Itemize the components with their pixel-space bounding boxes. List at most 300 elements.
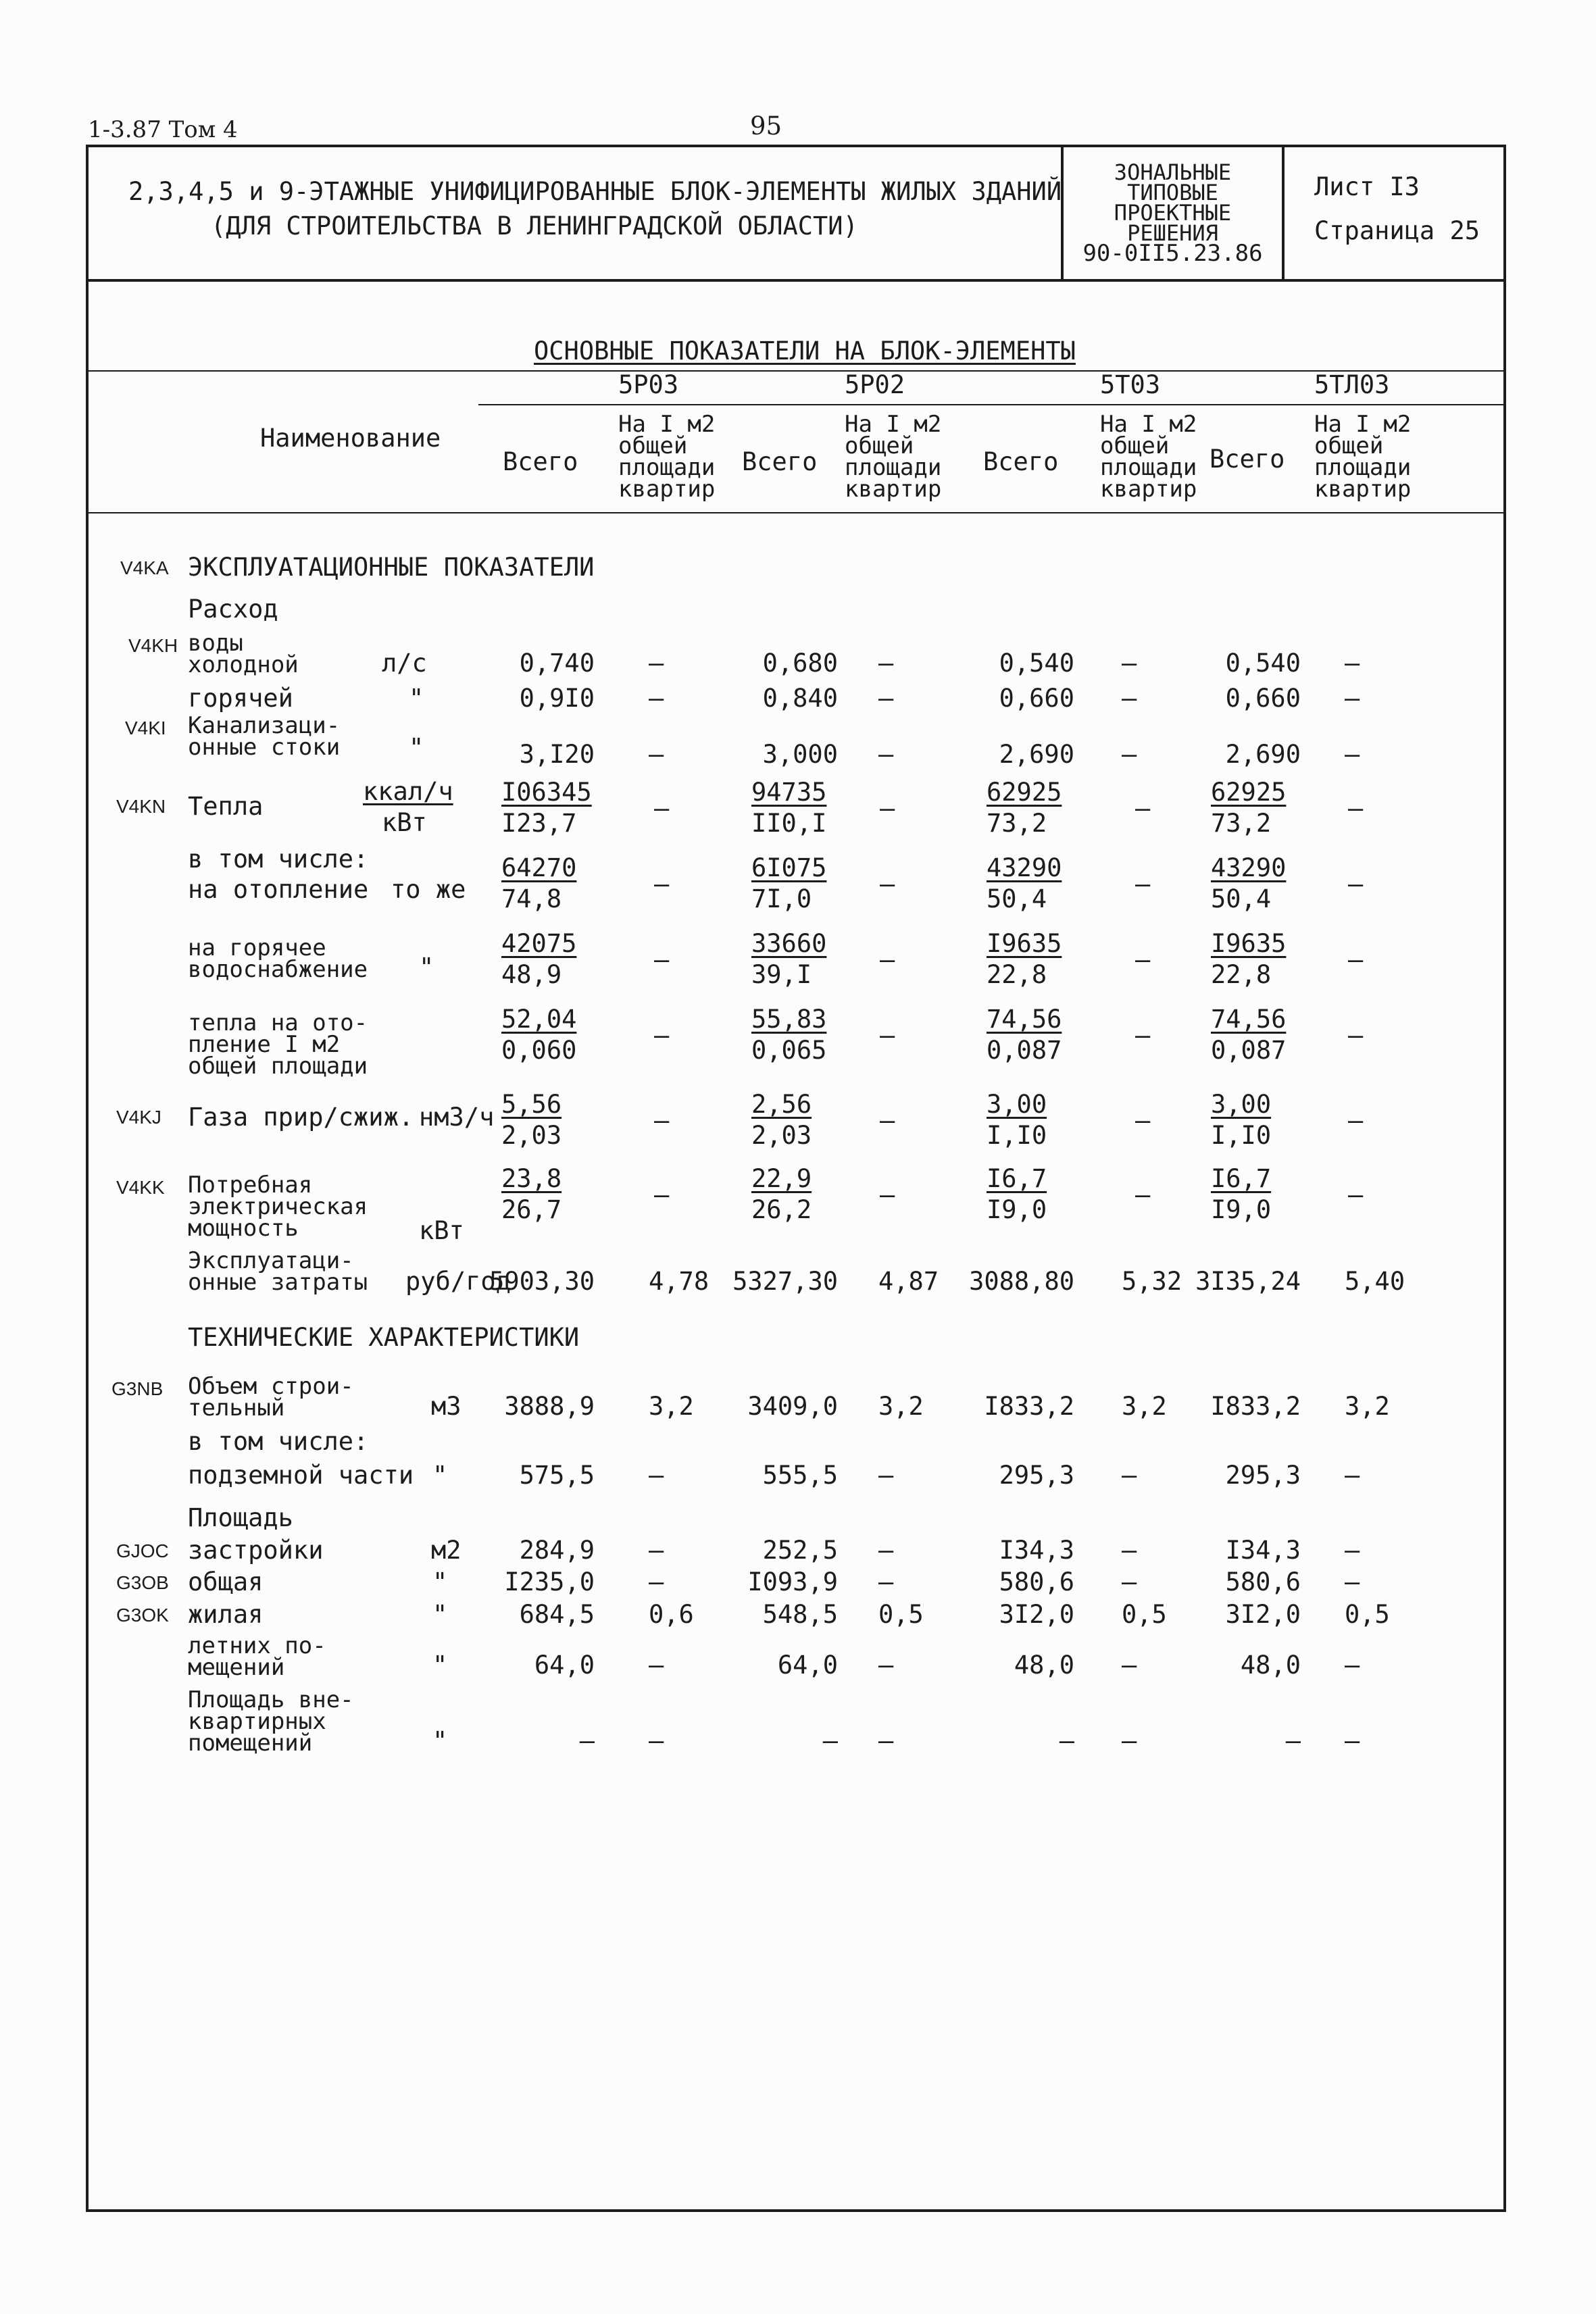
value-per-m2-dash: –: [1348, 794, 1364, 823]
label-line: помещений: [188, 1730, 313, 1757]
per-m2-line: На I м2: [618, 411, 716, 438]
label-line: на горячее: [188, 934, 326, 961]
fraction-value-hpm: [501, 1004, 576, 1066]
value-per-m2-dash: –: [1348, 870, 1364, 899]
frame-stamp-divider: [1061, 145, 1064, 280]
column-header-total: Всего: [742, 447, 818, 476]
value-per-m2-dash: –: [1348, 945, 1364, 974]
value-per-m2-dash: –: [880, 1106, 895, 1135]
fraction-value-heat: [751, 777, 826, 839]
unit: л/с: [382, 649, 427, 678]
label-line: летних по-: [188, 1632, 326, 1659]
value-total-hot: 0,840: [762, 684, 838, 713]
value-per-m2-built: –: [1122, 1536, 1137, 1565]
value-total-under: 575,5: [519, 1461, 595, 1490]
block-header: 5ТЛ03: [1314, 370, 1390, 399]
frame-right-line: [1503, 145, 1506, 2212]
block-header: 5Т03: [1100, 370, 1161, 399]
value-per-m2-cost: 4,78: [649, 1267, 709, 1296]
value-per-m2-built: –: [649, 1536, 664, 1565]
per-m2-line: общей: [618, 432, 688, 459]
fraction-numerator: 43290: [1211, 853, 1287, 882]
value-per-m2-dash: –: [1135, 945, 1151, 974]
per-m2-line: квартир: [845, 476, 942, 503]
value-per-m2-extra: –: [649, 1726, 664, 1755]
document-title-line2: (ДЛЯ СТРОИТЕЛЬСТВА В ЛЕНИНГРАДСКОЙ ОБЛАСТИ): [211, 211, 858, 241]
fraction-denominator: I23,7: [501, 809, 577, 838]
value-total-sewer: 2,690: [1225, 740, 1301, 769]
fraction-numerator: I9635: [987, 929, 1062, 958]
block-header: 5Р02: [845, 370, 905, 399]
value-total-under: 295,3: [999, 1461, 1074, 1490]
row-code: V4KH: [128, 635, 178, 656]
fraction-numerator: 52,04: [501, 1005, 577, 1034]
unit-ditto: ": [432, 1461, 448, 1490]
value-per-m2-under: –: [649, 1461, 664, 1490]
value-per-m2-summer: –: [649, 1651, 664, 1680]
fraction-denominator: 2,03: [501, 1121, 562, 1150]
frame-bottom-line: [86, 2209, 1506, 2212]
row-code: G3NB: [111, 1378, 164, 1399]
value-total-extra: –: [1059, 1726, 1074, 1755]
value-per-m2-dash: –: [880, 1180, 895, 1209]
value-per-m2-sewer: –: [1122, 740, 1137, 769]
frame-title-bottom-line: [86, 279, 1506, 282]
value-total-summer: 64,0: [777, 1651, 838, 1680]
row-code: V4KN: [116, 796, 166, 817]
per-m2-line: На I м2: [1100, 411, 1197, 438]
header-subline: [478, 404, 1506, 405]
label-line: мощность: [188, 1215, 299, 1242]
value-per-m2-total: –: [1345, 1567, 1360, 1596]
value-per-m2-living: 0,5: [878, 1600, 924, 1629]
value-total-living: 548,5: [762, 1600, 838, 1629]
row-code: G3OB: [116, 1572, 169, 1593]
value-per-m2-total: –: [649, 1567, 664, 1596]
fraction-numerator: 74,56: [1211, 1005, 1287, 1034]
column-header-per-m2: [618, 411, 716, 503]
fraction-denominator: 2,03: [751, 1121, 812, 1150]
value-total-total: I093,9: [747, 1567, 838, 1596]
fraction-numerator: 43290: [987, 853, 1062, 882]
fraction-value-heating: [501, 853, 576, 915]
fraction-denominator: I9,0: [1211, 1195, 1272, 1224]
per-m2-line: квартир: [618, 476, 716, 503]
value-per-m2-cost: 5,40: [1345, 1267, 1405, 1296]
fraction-value-heating: [1211, 853, 1286, 915]
unit: м3: [431, 1392, 462, 1421]
label-line: квартирных: [188, 1708, 326, 1735]
value-per-m2-under: –: [878, 1461, 894, 1490]
value-per-m2-total: –: [878, 1567, 894, 1596]
fraction-numerator: 62925: [987, 778, 1062, 807]
fraction-numerator: 64270: [501, 853, 577, 882]
unit: кВт: [419, 1216, 464, 1245]
row-code: V4KK: [116, 1177, 165, 1198]
fraction-denominator: 73,2: [1211, 809, 1272, 838]
fraction-numerator: 33660: [751, 929, 827, 958]
value-per-m2-hot: –: [649, 684, 664, 713]
unit-kw: кВт: [382, 808, 427, 837]
fraction-numerator: 94735: [751, 778, 827, 807]
unit-kcal: [363, 777, 453, 806]
fraction-value-hpm: [987, 1004, 1062, 1066]
column-header-per-m2: [845, 411, 942, 503]
per-m2-line: общей: [845, 432, 914, 459]
value-per-m2-total: –: [1122, 1567, 1137, 1596]
fraction-denominator: 26,7: [501, 1195, 562, 1224]
row-label-volume: [188, 1373, 354, 1422]
table-title: [534, 336, 1076, 366]
label-line: тельный: [188, 1394, 285, 1422]
fraction-denominator: I,I0: [1211, 1121, 1272, 1150]
value-per-m2-living: 0,5: [1345, 1600, 1390, 1629]
fraction-denominator: 39,I: [751, 960, 812, 989]
fraction-value-hws: [501, 928, 576, 990]
section-heading: ЭКСПЛУАТАЦИОННЫЕ ПОКАЗАТЕЛИ: [188, 553, 595, 582]
label-line: Эксплуатаци-: [188, 1247, 354, 1274]
unit-ditto: ": [409, 733, 424, 762]
value-per-m2-living: 0,5: [1122, 1600, 1167, 1629]
fraction-value-hws: [751, 928, 826, 990]
unit: м2: [431, 1536, 462, 1565]
fraction-numerator: 42075: [501, 929, 577, 958]
value-per-m2-cold: –: [1345, 649, 1360, 678]
column-header-total: Всего: [983, 447, 1059, 476]
fraction-denominator: 73,2: [987, 809, 1047, 838]
column-header-name: Наименование: [260, 424, 441, 453]
row-label: жилая: [188, 1600, 264, 1629]
fraction-numerator: I6,7: [987, 1164, 1047, 1193]
value-total-cost: 3I35,24: [1195, 1267, 1301, 1296]
fraction-numerator: 23,8: [501, 1164, 562, 1193]
value-total-total: 580,6: [999, 1567, 1074, 1596]
value-total-under: 295,3: [1225, 1461, 1301, 1490]
value-total-total: 580,6: [1225, 1567, 1301, 1596]
value-total-volume: I833,2: [984, 1392, 1074, 1421]
fraction-denominator: 50,4: [1211, 884, 1272, 913]
value-total-cost: 5327,30: [732, 1267, 838, 1296]
value-per-m2-built: –: [878, 1536, 894, 1565]
unit-ditto: ": [432, 1651, 448, 1680]
label-line: водоснабжение: [188, 956, 368, 983]
value-total-summer: 64,0: [534, 1651, 595, 1680]
fraction-value-power: [987, 1163, 1047, 1226]
document-volume-label: 1-3.87 Том 4: [88, 116, 238, 143]
value-per-m2-dash: –: [880, 1021, 895, 1050]
fraction-value-hws: [987, 928, 1062, 990]
unit-ditto: ": [419, 953, 434, 982]
value-per-m2-dash: –: [1135, 1021, 1151, 1050]
value-per-m2-under: –: [1345, 1461, 1360, 1490]
value-per-m2-extra: –: [878, 1726, 894, 1755]
value-per-m2-dash: –: [1348, 1021, 1364, 1050]
value-total-built: I34,3: [999, 1536, 1074, 1565]
fraction-denominator: I,I0: [987, 1121, 1047, 1150]
fraction-value-power: [751, 1163, 812, 1226]
unit-ditto: ": [432, 1726, 448, 1755]
fraction-numerator: 6I075: [751, 853, 827, 882]
sheet-number: Лист I3: [1314, 172, 1420, 201]
value-total-extra: –: [1285, 1726, 1301, 1755]
value-total-under: 555,5: [762, 1461, 838, 1490]
stamp-code: 90-0II5.23.86: [1082, 240, 1263, 267]
fraction-value-gas: [987, 1089, 1047, 1151]
fraction-numerator: 3,00: [1211, 1090, 1272, 1119]
row-label: горячей: [188, 684, 293, 713]
page-label: Страница 25: [1314, 216, 1480, 245]
column-header-per-m2: [1314, 411, 1412, 503]
value-per-m2-extra: –: [1345, 1726, 1360, 1755]
fraction-value-gas: [501, 1089, 562, 1151]
value-total-volume: 3409,0: [747, 1392, 838, 1421]
value-per-m2-dash: –: [880, 945, 895, 974]
fraction-denominator: I9,0: [987, 1195, 1047, 1224]
label-line: Потребная: [188, 1172, 313, 1199]
fraction-value-hpm: [1211, 1004, 1286, 1066]
value-per-m2-cold: –: [878, 649, 894, 678]
fraction-denominator: 48,9: [501, 960, 562, 989]
row-label: в том числе:: [188, 845, 369, 874]
label-line: Канализаци-: [188, 712, 341, 739]
value-per-m2-hot: –: [878, 684, 894, 713]
value-per-m2-volume: 3,2: [1345, 1392, 1390, 1421]
value-per-m2-dash: –: [1135, 1106, 1151, 1135]
section-heading: ТЕХНИЧЕСКИЕ ХАРАКТЕРИСТИКИ: [188, 1323, 580, 1352]
column-header-total: Всего: [503, 447, 578, 476]
unit-ditto: ": [432, 1600, 448, 1629]
value-total-volume: I833,2: [1210, 1392, 1301, 1421]
fraction-denominator: 0,087: [1211, 1036, 1287, 1065]
fraction-denominator: 22,8: [987, 960, 1047, 989]
value-total-sewer: 2,690: [999, 740, 1074, 769]
value-per-m2-summer: –: [878, 1651, 894, 1680]
row-label: на отопление: [188, 875, 369, 904]
value-total-built: I34,3: [1225, 1536, 1301, 1565]
fraction-numerator: 55,83: [751, 1005, 827, 1034]
fraction-value-gas: [1211, 1089, 1271, 1151]
per-m2-line: площади: [1314, 454, 1412, 481]
value-per-m2-dash: –: [654, 794, 670, 823]
fraction-denominator: 7I,0: [751, 884, 812, 913]
value-per-m2-dash: –: [1135, 1180, 1151, 1209]
value-total-cold: 0,540: [1225, 649, 1301, 678]
fraction-numerator: 62925: [1211, 778, 1287, 807]
value-per-m2-cost: 4,87: [878, 1267, 939, 1296]
value-per-m2-dash: –: [880, 870, 895, 899]
value-per-m2-sewer: –: [649, 740, 664, 769]
fraction-value-heat: [501, 777, 592, 839]
unit: нм3/ч: [419, 1103, 495, 1132]
value-total-extra: –: [822, 1726, 838, 1755]
value-per-m2-dash: –: [654, 1021, 670, 1050]
value-per-m2-under: –: [1122, 1461, 1137, 1490]
per-m2-line: квартир: [1314, 476, 1412, 503]
header-line: [86, 370, 1506, 372]
fraction-numerator: I6,7: [1211, 1164, 1272, 1193]
value-per-m2-sewer: –: [878, 740, 894, 769]
fraction-denominator: 26,2: [751, 1195, 812, 1224]
value-per-m2-cost: 5,32: [1122, 1267, 1182, 1296]
value-per-m2-volume: 3,2: [878, 1392, 924, 1421]
fraction-denominator: 22,8: [1211, 960, 1272, 989]
value-per-m2-dash: –: [1135, 870, 1151, 899]
table-title-text: ОСНОВНЫЕ ПОКАЗАТЕЛИ НА БЛОК-ЭЛЕМЕНТЫ: [534, 336, 1076, 366]
fraction-value-gas: [751, 1089, 812, 1151]
value-per-m2-dash: –: [654, 1180, 670, 1209]
stamp-line: РЕШЕНИЯ: [1127, 220, 1218, 246]
label-line: общей площади: [188, 1053, 368, 1080]
unit-ditto: ": [409, 684, 424, 713]
value-per-m2-cold: –: [1122, 649, 1137, 678]
value-per-m2-built: –: [1345, 1536, 1360, 1565]
label-line: воды: [188, 630, 243, 657]
label-line: пление I м2: [188, 1031, 341, 1058]
stamp-line: ТИПОВЫЕ: [1127, 180, 1218, 205]
value-total-cost: 5903,30: [489, 1267, 595, 1296]
fraction-value-power: [1211, 1163, 1271, 1226]
row-label: общая: [188, 1567, 264, 1596]
page-number: 95: [750, 111, 782, 141]
value-per-m2-dash: –: [1348, 1106, 1364, 1135]
value-total-cold: 0,540: [999, 649, 1074, 678]
value-per-m2-volume: 3,2: [1122, 1392, 1167, 1421]
value-per-m2-extra: –: [1122, 1726, 1137, 1755]
per-m2-line: общей: [1314, 432, 1384, 459]
value-per-m2-living: 0,6: [649, 1600, 694, 1629]
value-per-m2-summer: –: [1122, 1651, 1137, 1680]
row-label-extra: [188, 1686, 354, 1757]
label-line: онные стоки: [188, 734, 341, 761]
row-label: в том числе:: [188, 1427, 369, 1456]
value-total-cost: 3088,80: [969, 1267, 1074, 1296]
stamp-line: ЗОНАЛЬНЫЕ: [1114, 159, 1232, 185]
value-total-living: 3I2,0: [999, 1600, 1074, 1629]
value-per-m2-hot: –: [1345, 684, 1360, 713]
row-label: Газа прир/сжиж.: [188, 1103, 414, 1132]
value-total-summer: 48,0: [1014, 1651, 1074, 1680]
unit-ditto: ": [432, 1567, 448, 1596]
column-header-per-m2: [1100, 411, 1197, 503]
fraction-denominator: 0,060: [501, 1036, 577, 1065]
row-label: Площадь: [188, 1503, 293, 1532]
row-label-costs: [188, 1247, 368, 1296]
label-line: холодной: [188, 651, 299, 678]
value-per-m2-cold: –: [649, 649, 664, 678]
row-code: V4KJ: [116, 1107, 161, 1128]
value-total-sewer: 3,000: [762, 740, 838, 769]
unit: руб/год: [405, 1267, 511, 1296]
value-per-m2-volume: 3,2: [649, 1392, 694, 1421]
value-per-m2-sewer: –: [1345, 740, 1360, 769]
fraction-value-heat: [987, 777, 1062, 839]
label-line: Площадь вне-: [188, 1686, 354, 1713]
fraction-numerator: 5,56: [501, 1090, 562, 1119]
value-total-built: 252,5: [762, 1536, 838, 1565]
row-label-sewer: [188, 712, 341, 761]
value-total-total: I235,0: [504, 1567, 595, 1596]
per-m2-line: На I м2: [845, 411, 942, 438]
row-label-power: [188, 1172, 368, 1242]
row-label: застройки: [188, 1536, 324, 1565]
value-per-m2-summer: –: [1345, 1651, 1360, 1680]
fraction-numerator: 2,56: [751, 1090, 812, 1119]
label-line: электрическая: [188, 1193, 368, 1220]
fraction-denominator: 0,065: [751, 1036, 827, 1065]
value-total-volume: 3888,9: [504, 1392, 595, 1421]
fraction-value-hws: [1211, 928, 1286, 990]
row-code: V4KA: [120, 557, 169, 578]
label-line: мещений: [188, 1654, 285, 1681]
fraction-numerator: I9635: [1211, 929, 1287, 958]
fraction-value-heat: [1211, 777, 1286, 839]
value-total-cold: 0,680: [762, 649, 838, 678]
label-line: тепла на ото-: [188, 1009, 368, 1036]
fraction-numerator: 22,9: [751, 1164, 812, 1193]
document-title-line1: 2,3,4,5 и 9-ЭТАЖНЫЕ УНИФИЦИРОВАННЫЕ БЛОК-ЭЛЕМЕНТЫ ЖИЛЫХ ЗДАНИЙ: [128, 177, 1062, 206]
per-m2-line: площади: [1100, 454, 1197, 481]
value-total-hot: 0,9I0: [519, 684, 595, 713]
value-per-m2-hot: –: [1122, 684, 1137, 713]
value-total-hot: 0,660: [1225, 684, 1301, 713]
frame-left-line: [86, 145, 89, 2212]
value-total-hot: 0,660: [999, 684, 1074, 713]
per-m2-line: общей: [1100, 432, 1170, 459]
per-m2-line: квартир: [1100, 476, 1197, 503]
row-label: подземной части: [188, 1461, 414, 1490]
fraction-denominator: 0,087: [987, 1036, 1062, 1065]
value-total-sewer: 3,I20: [519, 740, 595, 769]
value-per-m2-dash: –: [1135, 794, 1151, 823]
fraction-denominator: 74,8: [501, 884, 562, 913]
column-header-total: Всего: [1210, 445, 1285, 474]
value-per-m2-dash: –: [654, 870, 670, 899]
row-label-water: [188, 632, 299, 676]
frame-top-line: [86, 145, 1506, 147]
label-line: онные затраты: [188, 1269, 368, 1296]
per-m2-line: На I м2: [1314, 411, 1412, 438]
row-label-hws: [188, 934, 368, 983]
fraction-value-power: [501, 1163, 562, 1226]
fraction-denominator: 50,4: [987, 884, 1047, 913]
value-total-built: 284,9: [519, 1536, 595, 1565]
value-per-m2-dash: –: [654, 1106, 670, 1135]
per-m2-line: площади: [845, 454, 942, 481]
unit-same: то же: [391, 875, 466, 904]
value-total-cold: 0,740: [519, 649, 595, 678]
row-label: Расход: [188, 595, 278, 624]
frame-sheet-divider: [1282, 145, 1285, 280]
value-per-m2-dash: –: [654, 945, 670, 974]
stamp-line: ПРОЕКТНЫЕ: [1114, 200, 1232, 226]
fraction-numerator: 74,56: [987, 1005, 1062, 1034]
fraction-value-hpm: [751, 1004, 826, 1066]
value-total-living: 3I2,0: [1225, 1600, 1301, 1629]
value-total-living: 684,5: [519, 1600, 595, 1629]
row-label-heat-per-m2: [188, 1009, 368, 1080]
row-code: GJOC: [116, 1540, 169, 1561]
unit-kcal-text: ккал/ч: [363, 777, 453, 806]
value-total-summer: 48,0: [1240, 1651, 1301, 1680]
per-m2-line: площади: [618, 454, 716, 481]
value-per-m2-dash: –: [1348, 1180, 1364, 1209]
header-bottom-line: [86, 512, 1506, 513]
stamp-block: [1066, 159, 1279, 267]
fraction-numerator: I06345: [501, 778, 592, 807]
fraction-numerator: 3,00: [987, 1090, 1047, 1119]
value-total-extra: –: [579, 1726, 595, 1755]
value-per-m2-dash: –: [880, 794, 895, 823]
